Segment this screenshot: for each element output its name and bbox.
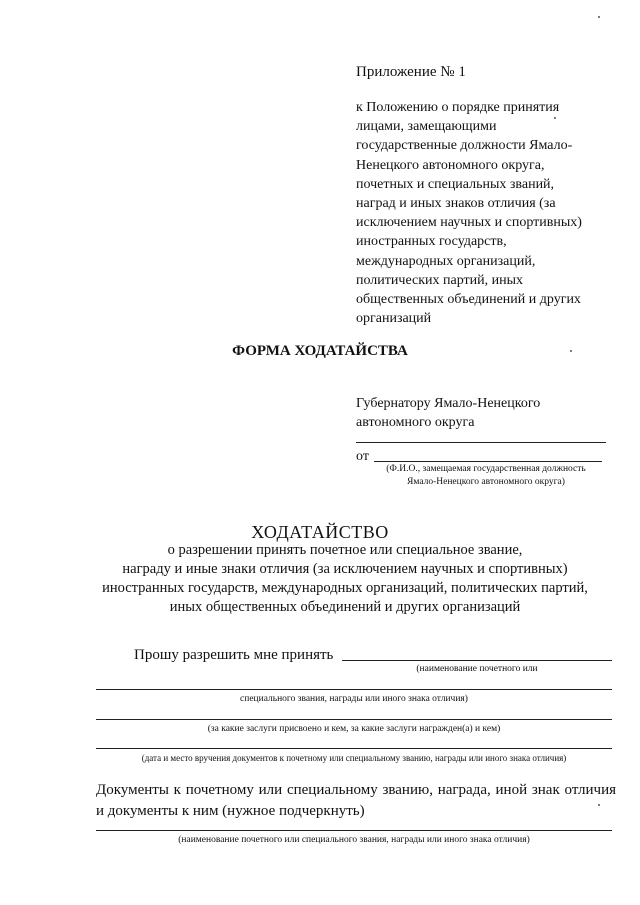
scan-speck (570, 350, 572, 352)
request-line-4 (96, 748, 612, 749)
request-label: Прошу разрешить мне принять (134, 647, 334, 663)
form-heading: ФОРМА ХОДАТАЙСТВА (232, 343, 408, 359)
from-line (374, 461, 602, 462)
petition-subtitle: о разрешении принять почетное или специальное звание, награду и иные знаки отличия (за исключением научных и спортивных) иностранных государств, международных организаций, политических партий, иных общественных объединений и других организаций (102, 542, 588, 615)
request-line-3 (96, 719, 612, 720)
documents-caption: (наименование почетного или специального звания, награды или иного знака отличия) (178, 835, 530, 845)
from-caption: (Ф.И.О., замещаемая государственная должность Ямало-Ненецкого автономного округа) (386, 464, 586, 487)
from-label: от (356, 449, 369, 464)
request-caption-1: (наименование почетного или (416, 664, 538, 674)
scan-speck (598, 804, 600, 806)
request-line-2 (96, 689, 612, 690)
petition-title: ХОДАТАЙСТВО (251, 522, 389, 542)
documents-text: Документы к почетному или специальному званию, награда, иной знак отличия и документы к ним (нужное подчеркнуть) (96, 782, 616, 819)
scan-speck (554, 117, 556, 119)
appendix-title: Приложение № 1 (356, 64, 466, 80)
request-line-1 (342, 660, 612, 661)
addressee-text: Губернатору Ямало-Ненецкого автономного округа (356, 396, 541, 430)
request-caption-4: (дата и место вручения документов к почетному или специальному званию, награды или иного знака отличия) (141, 753, 567, 763)
addressee-line (356, 442, 606, 443)
request-caption-2: специального звания, награды или иного знака отличия) (240, 694, 468, 704)
appendix-body: к Положению о порядке принятия лицами, замещающими государственные должности Ямало- Ненецкого автономного округа, почетных и специальных званий, наград и иных знаков отличия (за исключением научных и спортивных) иностранных государств, международных организаций, политических партий, иных общественных объединений и других организаций (356, 100, 582, 327)
scan-speck (598, 16, 600, 18)
documents-line (96, 830, 612, 831)
request-caption-3: (за какие заслуги присвоено и кем, за какие заслуги награжден(а) и кем) (207, 724, 501, 734)
